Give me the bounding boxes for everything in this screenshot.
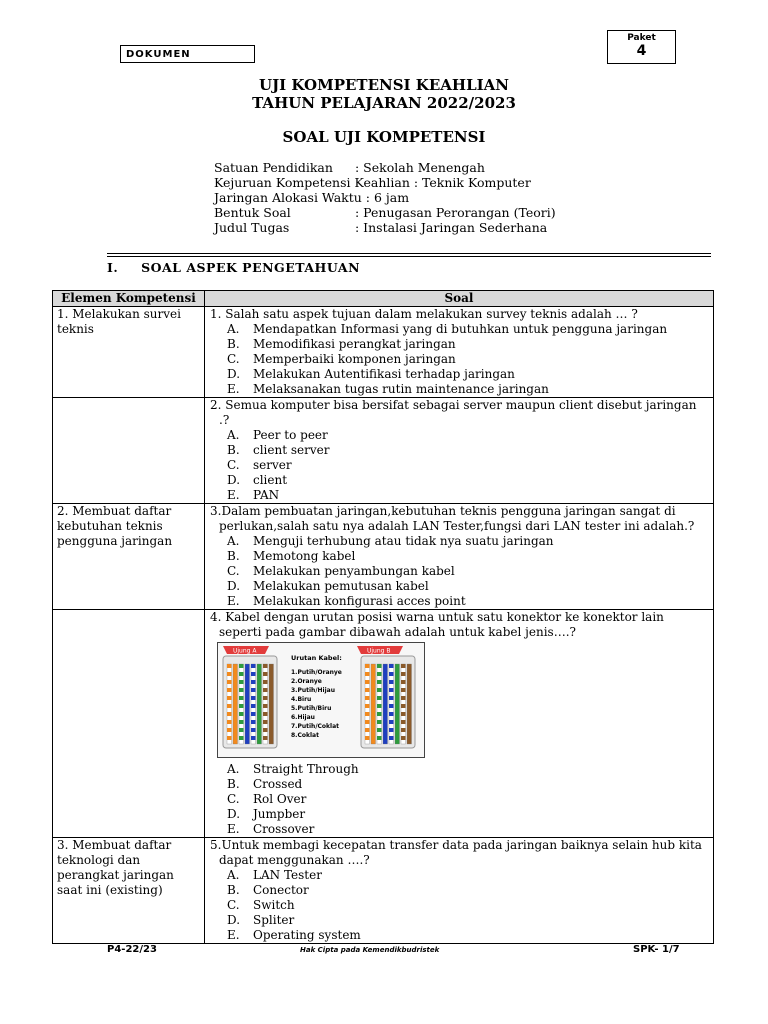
- wire-stripe: [365, 720, 370, 724]
- wire: [407, 664, 412, 744]
- option-text: PAN: [253, 488, 280, 502]
- question-text: 2. Semua komputer bisa bersifat sebagai server maupun client disebut jaringan .?: [210, 398, 697, 427]
- option-item: [209, 777, 709, 792]
- element-cell: [53, 398, 205, 504]
- option-item: [209, 322, 709, 337]
- left-tag-label: Ujung A: [233, 647, 257, 655]
- wire-stripe: [401, 728, 406, 732]
- wire-stripe: [239, 728, 244, 732]
- option-text: Memotong kabel: [253, 549, 356, 563]
- divider-top: [107, 253, 711, 254]
- option-item: [209, 594, 709, 609]
- wire: [257, 664, 262, 744]
- wire-stripe: [377, 688, 382, 692]
- wire-stripe: [263, 720, 268, 724]
- option-letter: E.: [227, 488, 240, 502]
- wire-stripe: [251, 696, 256, 700]
- wire-stripe: [401, 696, 406, 700]
- option-letter: E.: [227, 822, 240, 836]
- wire-stripe: [263, 672, 268, 676]
- table-row: [53, 838, 714, 944]
- option-text: Conector: [253, 883, 309, 897]
- option-text: Melakukan konfigurasi acces point: [253, 594, 466, 608]
- wire-stripe: [251, 704, 256, 708]
- wire-stripe: [389, 688, 394, 692]
- title-soal: SOAL UJI KOMPETENSI: [282, 128, 486, 146]
- option-item: [209, 883, 709, 898]
- info-judul-label: Judul Tugas: [214, 220, 290, 235]
- wire: [233, 664, 238, 744]
- wire-stripe: [251, 664, 256, 668]
- wire-stripe: [239, 688, 244, 692]
- wire-stripe: [389, 704, 394, 708]
- option-letter: D.: [227, 473, 241, 487]
- option-letter: A.: [227, 762, 240, 776]
- option-list: [209, 322, 709, 397]
- option-list: [209, 534, 709, 609]
- option-letter: E.: [227, 594, 240, 608]
- wire-stripe: [239, 720, 244, 724]
- option-item: [209, 807, 709, 822]
- wire-stripe: [251, 680, 256, 684]
- wire-stripe: [377, 672, 382, 676]
- question-text: 3.Dalam pembuatan jaringan,kebutuhan teknis pengguna jaringan sangat di perlukan,salah satu nya adalah LAN Tester,fungsi dari LAN tester ini adalah.?: [210, 504, 695, 533]
- paket-label: Paket: [627, 33, 656, 43]
- wire: [371, 664, 376, 744]
- option-letter: C.: [227, 898, 240, 912]
- option-letter: D.: [227, 367, 241, 381]
- wire-stripe: [365, 664, 370, 668]
- section-heading: [107, 260, 360, 275]
- option-item: [209, 458, 709, 473]
- wire-stripe: [401, 720, 406, 724]
- option-item: [209, 488, 709, 503]
- header-soal: Soal: [205, 291, 714, 307]
- option-letter: E.: [227, 382, 240, 396]
- legend-item: 7.Putih/Coklat: [291, 723, 339, 730]
- option-letter: A.: [227, 868, 240, 882]
- footer-right: SPK- 1/7: [633, 944, 680, 955]
- wire-stripe: [239, 672, 244, 676]
- wire-stripe: [227, 680, 232, 684]
- option-item: [209, 792, 709, 807]
- option-item: [209, 928, 709, 943]
- element-cell: 3. Membuat daftar teknologi dan perangkat jaringan saat ini (existing): [53, 838, 205, 944]
- wire-stripe: [239, 680, 244, 684]
- wire-stripe: [251, 720, 256, 724]
- wire-stripe: [263, 688, 268, 692]
- wire-stripe: [389, 680, 394, 684]
- option-item: [209, 579, 709, 594]
- option-text: Operating system: [253, 928, 361, 942]
- wire-stripe: [401, 736, 406, 740]
- cable-diagram-image: [217, 642, 425, 758]
- option-list: [209, 762, 709, 837]
- option-item: [209, 382, 709, 397]
- wire-stripe: [239, 696, 244, 700]
- wire-stripe: [227, 672, 232, 676]
- title-line-2: TAHUN PELAJARAN 2022/2023: [252, 94, 516, 112]
- option-text: Rol Over: [253, 792, 307, 806]
- wire-stripe: [377, 736, 382, 740]
- wire-stripe: [389, 736, 394, 740]
- option-text: Memperbaiki komponen jaringan: [253, 352, 456, 366]
- option-letter: A.: [227, 322, 240, 336]
- wire-stripe: [263, 680, 268, 684]
- right-tag-label: Ujung B: [367, 647, 391, 655]
- table-header-row: [53, 291, 714, 307]
- option-item: [209, 913, 709, 928]
- info-judul-value: : Instalasi Jaringan Sederhana: [355, 220, 548, 235]
- option-text: Menguji terhubung atau tidak nya suatu jaringan: [253, 534, 554, 548]
- wire-stripe: [377, 680, 382, 684]
- option-letter: A.: [227, 428, 240, 442]
- info-kejuruan: Kejuruan Kompetensi Keahlian : Teknik Komputer: [214, 175, 531, 190]
- question-text: 4. Kabel dengan urutan posisi warna untuk satu konektor ke konektor lain seperti pada gambar dibawah adalah untuk kabel jenis….?: [210, 610, 664, 639]
- option-text: LAN Tester: [253, 868, 322, 882]
- option-text: Peer to peer: [253, 428, 328, 442]
- option-text: Crossover: [253, 822, 315, 836]
- wire-stripe: [227, 736, 232, 740]
- section-title: SOAL ASPEK PENGETAHUAN: [141, 260, 361, 275]
- option-letter: B.: [227, 443, 240, 457]
- legend-item: 3.Putih/Hijau: [291, 687, 335, 694]
- option-list: [209, 428, 709, 503]
- info-satuan-label: Satuan Pendidikan: [214, 160, 333, 175]
- option-text: Melakukan Autentifikasi terhadap jaringan: [253, 367, 515, 381]
- option-text: Jumpber: [253, 807, 306, 821]
- option-item: [209, 549, 709, 564]
- option-item: [209, 534, 709, 549]
- wire-stripe: [227, 728, 232, 732]
- legend-item: 2.Oranye: [291, 678, 322, 685]
- option-letter: B.: [227, 777, 240, 791]
- wire-stripe: [365, 728, 370, 732]
- wire-stripe: [239, 712, 244, 716]
- option-text: Melaksanakan tugas rutin maintenance jaringan: [253, 382, 549, 396]
- option-item: [209, 443, 709, 458]
- paket-box: [607, 30, 676, 64]
- option-text: Spliter: [253, 913, 295, 927]
- option-text: Mendapatkan Informasi yang di butuhkan untuk pengguna jaringan: [253, 322, 668, 336]
- option-item: [209, 352, 709, 367]
- wire-stripe: [389, 720, 394, 724]
- wire: [245, 664, 250, 744]
- wire-stripe: [377, 720, 382, 724]
- wire-stripe: [365, 704, 370, 708]
- option-text: Straight Through: [253, 762, 359, 776]
- info-alokasi: Jaringan Alokasi Waktu : 6 jam: [214, 190, 410, 205]
- wire-stripe: [251, 712, 256, 716]
- wire-stripe: [401, 664, 406, 668]
- option-letter: E.: [227, 928, 240, 942]
- wire-stripe: [227, 688, 232, 692]
- legend-item: 8.Coklat: [291, 732, 319, 739]
- wire-stripe: [239, 704, 244, 708]
- wire-stripe: [389, 712, 394, 716]
- wire-stripe: [251, 672, 256, 676]
- wire-stripe: [251, 728, 256, 732]
- option-text: Melakukan pemutusan kabel: [253, 579, 429, 593]
- wire: [269, 664, 274, 744]
- option-letter: D.: [227, 913, 241, 927]
- footer-center: Hak Cipta pada Kemendikbudristek: [300, 946, 440, 954]
- option-letter: C.: [227, 458, 240, 472]
- option-item: [209, 564, 709, 579]
- wire-stripe: [263, 728, 268, 732]
- option-text: Melakukan penyambungan kabel: [253, 564, 455, 578]
- option-letter: A.: [227, 534, 240, 548]
- option-letter: B.: [227, 883, 240, 897]
- wire-stripe: [389, 672, 394, 676]
- option-list: [209, 868, 709, 943]
- info-bentuk-label: Bentuk Soal: [214, 205, 291, 220]
- wire-stripe: [389, 728, 394, 732]
- option-letter: C.: [227, 792, 240, 806]
- wire-stripe: [365, 736, 370, 740]
- option-text: client: [253, 473, 288, 487]
- question-cell: [205, 504, 714, 610]
- wire-stripe: [389, 664, 394, 668]
- option-letter: B.: [227, 549, 240, 563]
- wire-stripe: [227, 664, 232, 668]
- option-text: Crossed: [253, 777, 303, 791]
- option-item: [209, 428, 709, 443]
- wire-stripe: [365, 680, 370, 684]
- element-cell: [53, 610, 205, 838]
- wire: [383, 664, 388, 744]
- wire-stripe: [377, 712, 382, 716]
- wire-stripe: [251, 688, 256, 692]
- option-text: server: [253, 458, 292, 472]
- table-row: [53, 610, 714, 838]
- question-text: 1. Salah satu aspek tujuan dalam melakukan survey teknis adalah … ?: [210, 307, 638, 321]
- element-cell: 2. Membuat daftar kebutuhan teknis pengguna jaringan: [53, 504, 205, 610]
- title-line-1: UJI KOMPETENSI KEAHLIAN: [258, 76, 509, 94]
- option-item: [209, 822, 709, 837]
- wire-stripe: [401, 672, 406, 676]
- wire-stripe: [401, 680, 406, 684]
- wire-stripe: [263, 696, 268, 700]
- wire-stripe: [401, 712, 406, 716]
- wire-stripe: [227, 712, 232, 716]
- legend-item: 4.Biru: [291, 696, 312, 703]
- question-table: [52, 290, 714, 944]
- wire-stripe: [377, 664, 382, 668]
- wire-stripe: [239, 664, 244, 668]
- option-text: Memodifikasi perangkat jaringan: [253, 337, 456, 351]
- option-item: [209, 473, 709, 488]
- wire-stripe: [239, 736, 244, 740]
- wire-stripe: [365, 696, 370, 700]
- wire-stripe: [263, 736, 268, 740]
- option-letter: D.: [227, 807, 241, 821]
- table-row: [53, 307, 714, 398]
- table-row: [53, 504, 714, 610]
- wire-stripe: [227, 696, 232, 700]
- option-text: Switch: [253, 898, 295, 912]
- wire-stripe: [227, 704, 232, 708]
- question-cell: [205, 398, 714, 504]
- question-text: 5.Untuk membagi kecepatan transfer data pada jaringan baiknya selain hub kita dapat menggunakan ….?: [210, 838, 702, 867]
- divider-bottom: [107, 256, 711, 257]
- wire-stripe: [377, 704, 382, 708]
- legend-item: 5.Putih/Biru: [291, 705, 332, 712]
- option-item: [209, 337, 709, 352]
- option-item: [209, 762, 709, 777]
- wire-stripe: [227, 720, 232, 724]
- wire: [395, 664, 400, 744]
- option-letter: C.: [227, 352, 240, 366]
- header-elemen: Elemen Kompetensi: [53, 291, 205, 307]
- option-text: client server: [253, 443, 330, 457]
- question-cell: [205, 610, 714, 838]
- wire-stripe: [389, 696, 394, 700]
- option-letter: B.: [227, 337, 240, 351]
- dokumen-box: DOKUMEN: [120, 45, 255, 63]
- option-letter: D.: [227, 579, 241, 593]
- wire-stripe: [263, 664, 268, 668]
- element-cell: 1. Melakukan survei teknis: [53, 307, 205, 398]
- legend-item: 6.Hijau: [291, 714, 315, 721]
- wire-stripe: [377, 696, 382, 700]
- legend-title: Urutan Kabel:: [291, 654, 342, 662]
- option-item: [209, 868, 709, 883]
- wire-stripe: [365, 688, 370, 692]
- footer-left: P4-22/23: [107, 944, 157, 955]
- option-item: [209, 367, 709, 382]
- wire-stripe: [263, 704, 268, 708]
- legend-item: 1.Putih/Oranye: [291, 669, 342, 676]
- wire-stripe: [377, 728, 382, 732]
- question-cell: [205, 838, 714, 944]
- section-number: I.: [107, 260, 119, 275]
- wire-stripe: [365, 712, 370, 716]
- wire-stripe: [263, 712, 268, 716]
- option-item: [209, 898, 709, 913]
- table-row: [53, 398, 714, 504]
- wire-stripe: [251, 736, 256, 740]
- info-bentuk-value: : Penugasan Perorangan (Teori): [355, 205, 556, 220]
- wire-stripe: [365, 672, 370, 676]
- question-cell: [205, 307, 714, 398]
- info-satuan-value: : Sekolah Menengah: [355, 160, 485, 175]
- option-letter: C.: [227, 564, 240, 578]
- wire-stripe: [401, 688, 406, 692]
- paket-number: 4: [636, 43, 647, 59]
- wire-stripe: [401, 704, 406, 708]
